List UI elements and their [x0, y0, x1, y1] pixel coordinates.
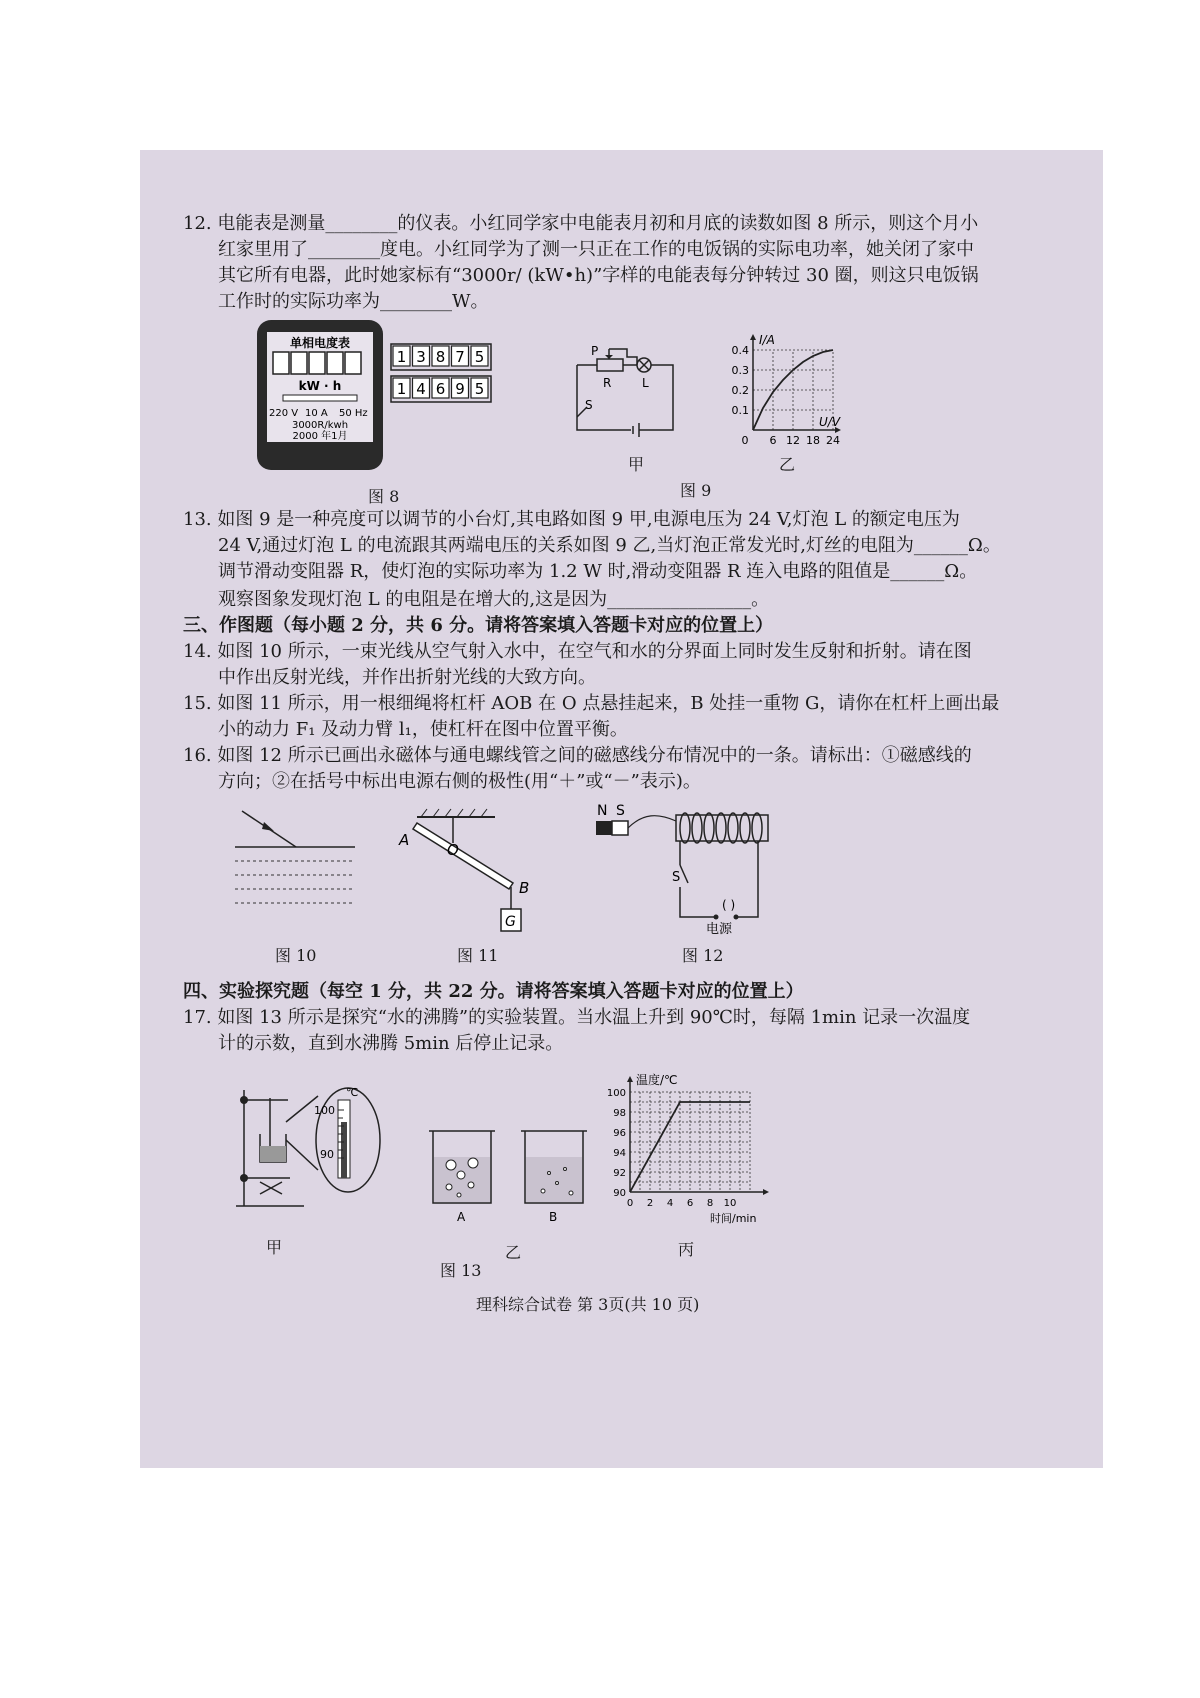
iv-x-tick: 6	[769, 434, 777, 447]
temp-tick-100: 100	[606, 1088, 626, 1099]
temp-tick-96: 96	[613, 1128, 626, 1139]
iv-x-tick: 12	[786, 434, 800, 447]
meter-reading-2-digit: 6	[435, 380, 446, 398]
iv-x-tick: 18	[806, 434, 820, 447]
meter-reading-1-digit: 5	[474, 348, 485, 366]
q15-line2: 小的动力 F₁ 及动力臂 l₁，使杠杆在图中位置平衡。	[218, 719, 628, 740]
iv-y-tick: 0.3	[731, 364, 749, 377]
circuit-label-p: P	[591, 344, 599, 358]
thermo-label-100: 100	[314, 1104, 335, 1117]
temp-tick-94: 94	[613, 1148, 626, 1159]
temp-tick-90: 90	[613, 1188, 626, 1199]
q16-line2: 方向；②在括号中标出电源右侧的极性(用“＋”或“－”表示)。	[218, 771, 701, 792]
fig10-light-ray	[230, 805, 370, 915]
meter-reading-2-digit: 4	[416, 380, 426, 398]
fig9-caption: 图 9	[680, 481, 712, 500]
meter-reading-2-digit: 1	[396, 380, 407, 398]
temp-tick-92: 92	[613, 1168, 626, 1179]
fig13-sub-c: 丙	[678, 1240, 695, 1259]
meter-spec-current: 10 A	[305, 408, 328, 419]
q12-line2: 红家里用了________度电。小红同学为了测一只正在工作的电饭锅的实际电功率，她关闭了家中	[218, 239, 974, 260]
fig9-iv-chart	[715, 330, 855, 470]
lever-label-b: B	[519, 879, 530, 897]
meter-spec-freq: 50 Hz	[339, 408, 368, 419]
fig12-solenoid	[588, 795, 778, 935]
meter-reading-1-digit: 8	[435, 348, 446, 366]
circuit-label-r: R	[603, 376, 612, 390]
iv-y-tick: 0.1	[731, 404, 749, 417]
iv-x-tick: 24	[826, 434, 840, 447]
meter-unit: kW · h	[298, 379, 342, 393]
iv-x-tick: 0	[741, 434, 749, 447]
fig8-meter	[255, 318, 515, 478]
circuit-label-l: L	[642, 376, 649, 390]
temp-xtick-0: 0	[626, 1198, 634, 1209]
temp-curve	[630, 1102, 750, 1192]
fig8-caption: 图 8	[368, 487, 400, 506]
section-4-heading: 四、实验探究题（每空 1 分，共 22 分。请将答案填入答题卡对应的位置上）	[183, 981, 804, 1002]
q13-line1: 13. 如图 9 是一种亮度可以调节的小台灯,其电路如图 9 甲,电源电压为 24 V,灯泡 L 的额定电压为	[183, 509, 960, 530]
q13-line2: 24 V,通过灯泡 L 的电流跟其两端电压的关系如图 9 乙,当灯泡正常发光时,灯丝的电阻为______Ω。	[218, 535, 1001, 556]
page-footer: 理科综合试卷 第 3页(共 10 页)	[476, 1295, 700, 1314]
fig9-circuit	[565, 335, 695, 445]
q17-line1: 17. 如图 13 所示是探究“水的沸腾”的实验装置。当水温上升到 90℃时，每隔 1min 记录一次温度	[183, 1007, 971, 1028]
beaker-label-a: A	[457, 1210, 466, 1224]
temp-xtick-2: 2	[646, 1198, 654, 1209]
q12-line4: 工作时的实际功率为________W。	[218, 291, 489, 312]
fig10-caption: 图 10	[275, 946, 317, 965]
fig9-sub-b: 乙	[779, 455, 796, 474]
polarity-bracket: ( )	[722, 898, 736, 912]
fig11-lever	[395, 805, 545, 940]
iv-y-tick: 0.4	[731, 344, 749, 357]
q12-line3: 其它所有电器，此时她家标有“3000r/ (kW•h)”字样的电能表每分钟转过 30 圈，则这只电饭锅	[218, 265, 979, 286]
temp-xtick-10: 10	[723, 1198, 737, 1209]
section-3-heading: 三、作图题（每小题 2 分，共 6 分。请将答案填入答题卡对应的位置上）	[183, 615, 774, 636]
q13-line3: 调节滑动变阻器 R，使灯泡的实际功率为 1.2 W 时,滑动变阻器 R 连入电路的阻值是______Ω。	[218, 561, 978, 582]
meter-reading-1-digit: 1	[396, 348, 407, 366]
magnet-label-s: S	[616, 803, 625, 819]
fig13-caption: 图 13	[440, 1261, 482, 1280]
temp-tick-98: 98	[613, 1108, 626, 1119]
circuit-label-s: S	[585, 398, 593, 412]
beaker-label-b: B	[549, 1210, 558, 1224]
q15-line1: 15. 如图 11 所示，用一根细绳将杠杆 AOB 在 O 点悬挂起来，B 处挂一重物 G，请你在杠杆上画出最	[183, 693, 1000, 714]
temp-xtick-8: 8	[706, 1198, 714, 1209]
q14-line2: 中作出反射光线，并作出折射光线的大致方向。	[218, 667, 596, 688]
iv-y-tick: 0.2	[731, 384, 749, 397]
meter-title: 单相电度表	[289, 336, 351, 350]
temp-xtick-6: 6	[686, 1198, 694, 1209]
fig9-sub-a: 甲	[628, 455, 645, 474]
meter-spec-date: 2000 年1月	[292, 431, 348, 442]
lever-label-g: G	[505, 914, 516, 930]
meter-spec-voltage: 220 V	[269, 408, 299, 419]
magnet-label-n: N	[597, 803, 608, 819]
meter-reading-2-digit: 9	[455, 380, 465, 398]
meter-spec-rev: 3000R/kwh	[291, 420, 349, 431]
q14-line1: 14. 如图 10 所示，一束光线从空气射入水中，在空气和水的分界面上同时发生反射和折射。请在图	[183, 641, 972, 662]
iv-x-label: U/V	[819, 415, 841, 429]
thermo-label-90: 90	[320, 1148, 334, 1161]
temp-xtick-4: 4	[666, 1198, 674, 1209]
q12-line1: 12. 电能表是测量________的仪表。小红同学家中电能表月初和月底的读数如图 8 所示，则这个月小	[183, 213, 979, 234]
temp-y-label: 温度/℃	[636, 1073, 678, 1087]
fig13-sub-a: 甲	[266, 1238, 283, 1257]
thermo-unit: ℃	[346, 1086, 359, 1099]
fig13-sub-b: 乙	[505, 1243, 522, 1262]
meter-reading-1-digit: 7	[455, 348, 465, 366]
q13-line4: 观察图象发现灯泡 L 的电阻是在增大的,这是因为________________。	[218, 589, 770, 610]
lever-label-a: A	[399, 831, 410, 849]
fig13-temp-graph	[600, 1072, 780, 1232]
meter-reading-2-digit: 5	[474, 380, 485, 398]
fig13-apparatus	[230, 1082, 395, 1222]
meter-reading-1-digit: 3	[416, 348, 426, 366]
fig11-caption: 图 11	[457, 946, 499, 965]
fig13-beakers	[425, 1125, 605, 1225]
lever-label-o: O	[447, 841, 459, 859]
switch-label-s: S	[672, 870, 681, 885]
iv-y-label: I/A	[759, 333, 775, 347]
temp-x-label: 时间/min	[710, 1212, 757, 1225]
q17-line2: 计的示数，直到水沸腾 5min 后停止记录。	[218, 1033, 564, 1054]
q16-line1: 16. 如图 12 所示已画出永磁体与通电螺线管之间的磁感线分布情况中的一条。请标出：①磁感线的	[183, 745, 972, 766]
fig12-caption: 图 12	[682, 946, 724, 965]
power-source-label: 电源	[706, 922, 733, 935]
